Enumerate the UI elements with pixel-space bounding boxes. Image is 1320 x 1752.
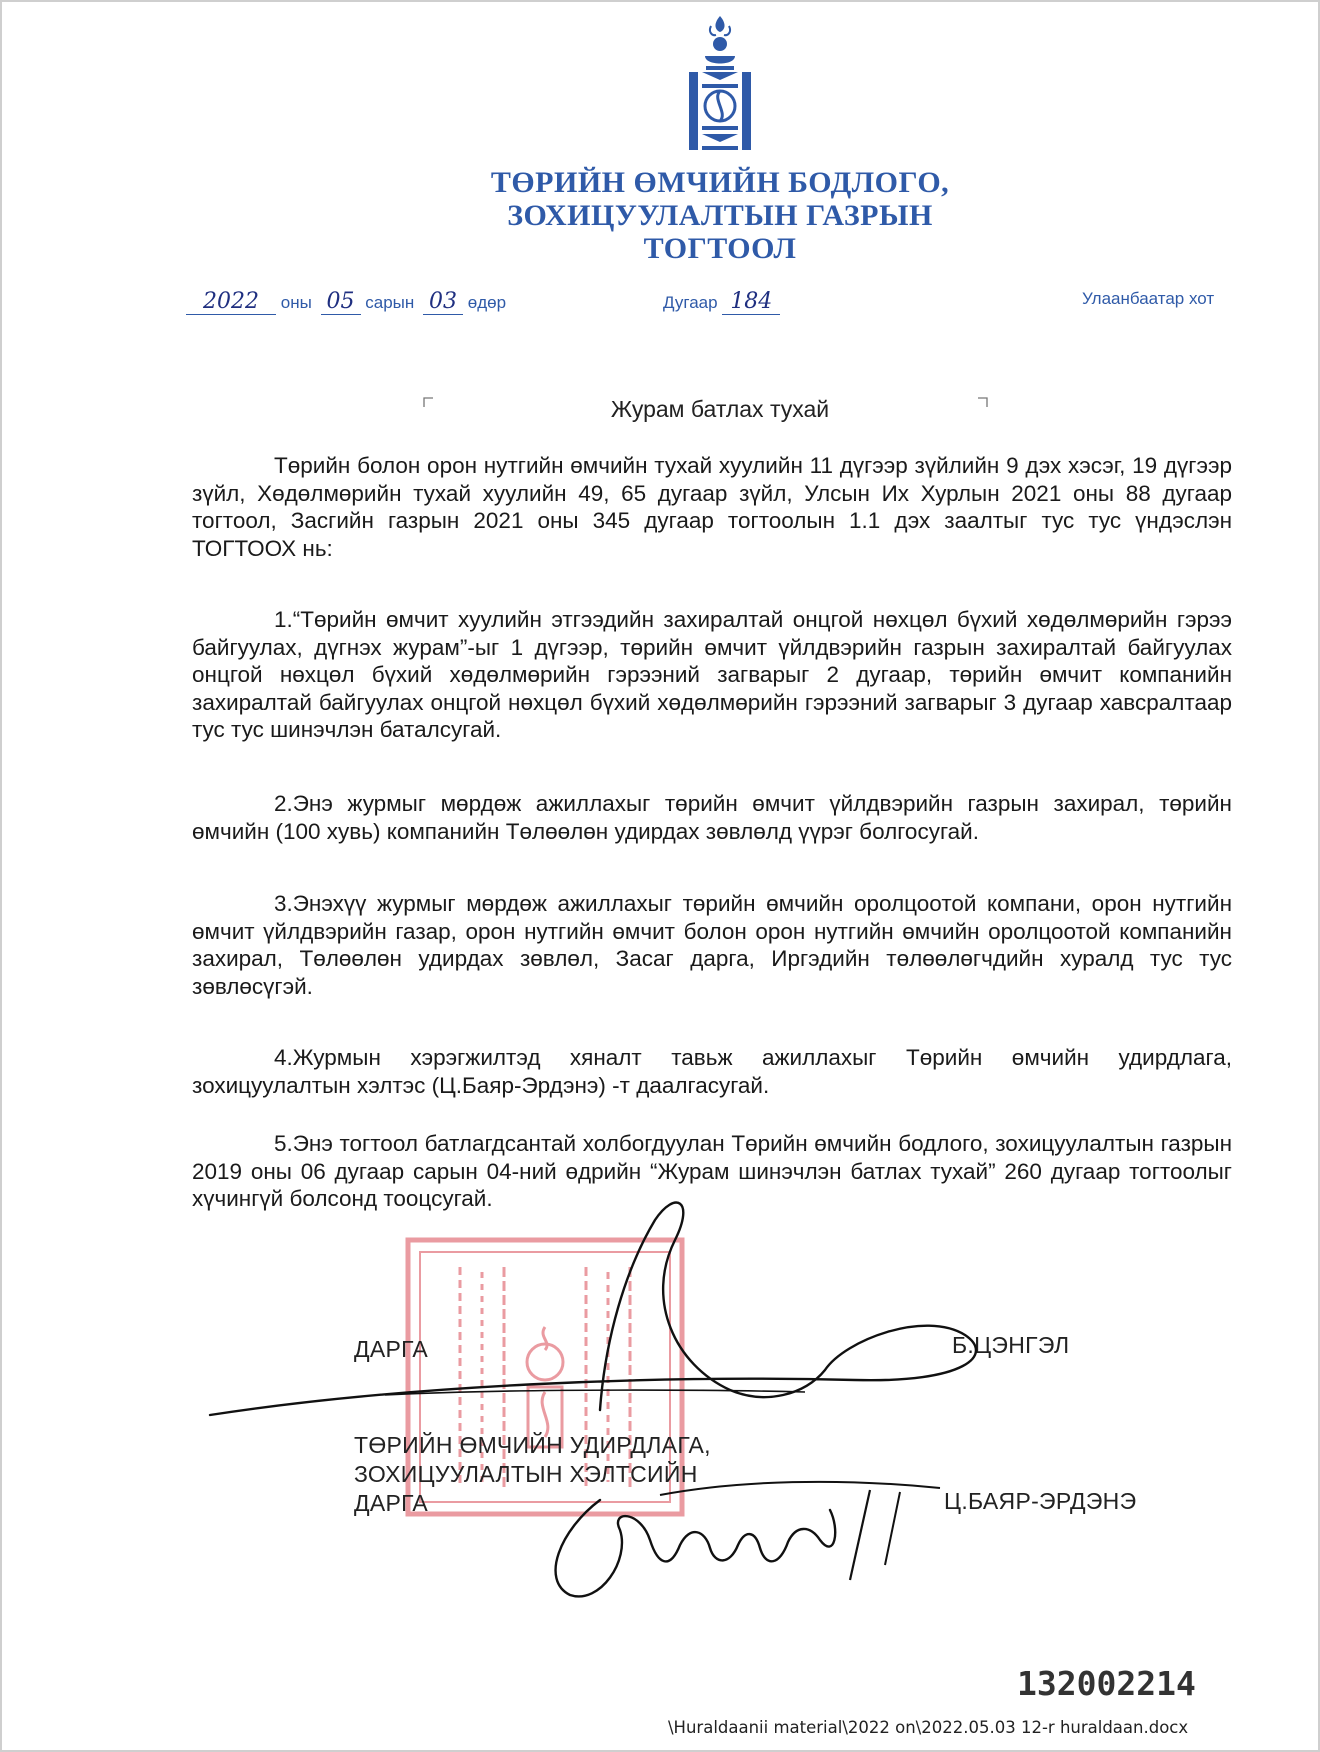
clause-4: 4.Журмын хэрэгжилтэд хяналт тавьж ажиллахыг Төрийн өмчийн удирдлага, зохицуулалтын хэлтэс (Ц.Баяр-Эрдэнэ) -т даалгасугай. [192, 1045, 1232, 1098]
subject-title: Журам батлах тухай [610, 396, 830, 422]
signature-1 [205, 1180, 1065, 1430]
clause-3: 3.Энэхүү журмыг мөрдөж ажиллахыг төрийн өмчийн оролцоотой компани, орон нутгийн өмчит үйлдвэрийн газар, орон нутгийн өмчит болон орон нутгийн өмчийн оролцоотой компанийн захирал, Төлөөлөн удирдах зөвлөл, Засаг дарга, Иргэдийн төлөөлөгчдийн хуралд тус тус зөвлөсүгэй. [192, 891, 1232, 999]
year-handwritten: 2022 [186, 289, 276, 315]
month-suffix: сарын [365, 293, 415, 312]
day-handwritten: 03 [423, 289, 463, 315]
clause-1: 1.“Төрийн өмчит хуулийн этгээдийн захиралтай онцгой нөхцөл бүхий хөдөлмөрийн гэрээ байгуулах, дүгнэх журам”-ыг 1 дүгээр, төрийн өмчит үйлдвэрийн газрын захиралтай байгуулах онцгой нөхцөл бүхий хөдөлмөрийн гэрээний загварыг 2 дугаар, төрийн өмчит компанийн захиралтай байгуулах онцгой нөхцөл бүхий хөдөлмөрийн гэрээний загварыг 3 дугаар хавсралтаар тус тус шинэчлэн баталсугай. [192, 607, 1232, 742]
signatory-2-title-line2: ЗОХИЦУУЛАЛТЫН ХЭЛТСИЙН [354, 1461, 698, 1487]
year-suffix: оны [280, 293, 312, 312]
org-title-line3: ТОГТООЛ [643, 232, 797, 265]
month-handwritten: 05 [321, 289, 361, 315]
number-handwritten: 184 [722, 289, 780, 315]
clause-5: 5.Энэ тогтоол батлагдсантай холбогдуулан Төрийн өмчийн бодлого, зохицуулалтын газрын 2019 оны 06 дугаар сарын 04-ний өдрийн “Журам шинэчлэн батлах тухай” 260 дугаар тогтоолыг хүчингүй болсонд тооцсугай. [192, 1131, 1232, 1211]
date-field [186, 289, 506, 315]
number-field [663, 289, 780, 315]
document-number: 132002214 [1017, 1664, 1196, 1703]
city: Улаанбаатар хот [1082, 289, 1215, 308]
state-emblem-icon [675, 14, 765, 156]
signatory-2-name: Ц.БАЯР-ЭРДЭНЭ [944, 1488, 1137, 1514]
signature-2 [540, 1470, 960, 1610]
clause-2: 2.Энэ журмыг мөрдөж ажиллахыг төрийн өмчит үйлдвэрийн газрын захирал, төрийн өмчийн (100 хувь) компанийн Төлөөлөн удирдах зөвлөлд үүрэг болгосугай. [192, 791, 1232, 844]
org-title-line1: ТӨРИЙН ӨМЧИЙН БОДЛОГО, [490, 166, 950, 199]
signatory-2-title-line3: ДАРГА [354, 1490, 429, 1516]
day-suffix: өдөр [467, 293, 507, 312]
signatory-2-title-line1: ТӨРИЙН ӨМЧИЙН УДИРДЛАГА, [354, 1432, 711, 1458]
org-title-line2: ЗОХИЦУУЛАЛТЫН ГАЗРЫН [507, 199, 933, 232]
preamble: Төрийн болон орон нутгийн өмчийн тухай хуулийн 11 дүгээр зүйлийн 9 дэх хэсэг, 19 дүгээр зүйл, Хөдөлмөрийн тухай хуулийн 49, 65 дугаар зүйл, Улсын Их Хурлын 2021 оны 88 дугаар тогтоол, Засгийн газрын 2021 оны 345 дугаар тогтоолын 1.1 дэх заалтыг тус тус үндэслэн ТОГТООХ нь: [192, 453, 1232, 561]
signatory-1-title: ДАРГА [354, 1336, 429, 1362]
file-path: \Huraldaanii material\2022 on\2022.05.03 12-r huraldaan.docx [668, 1718, 1189, 1737]
org-title [380, 166, 1060, 265]
signatory-1-name: Б.ЦЭНГЭЛ [952, 1332, 1070, 1358]
number-label: Дугаар [663, 293, 718, 312]
